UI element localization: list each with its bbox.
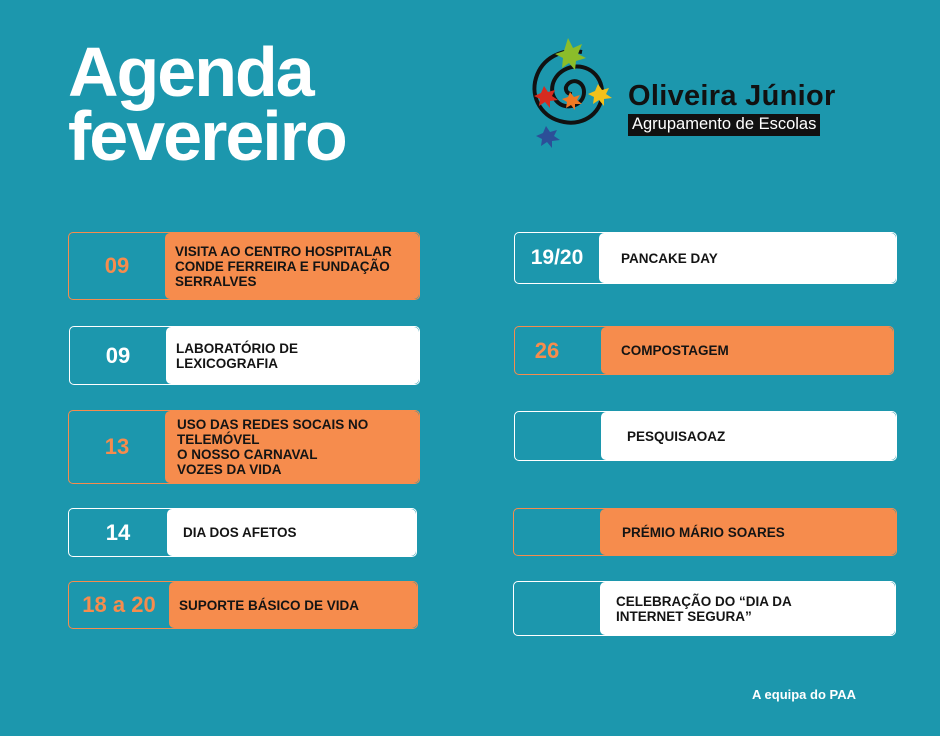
event-date: 09	[105, 342, 131, 368]
event-card	[68, 581, 418, 629]
logo-name: Oliveira Júnior	[628, 80, 836, 112]
event-label-line: PESQUISAOAZ	[627, 428, 726, 444]
event-label-line: PANCAKE DAY	[621, 250, 718, 266]
event-date: 09	[104, 253, 130, 278]
event-label-line: CONDE FERREIRA E FUNDAÇÃO	[175, 258, 390, 274]
event-label	[599, 233, 896, 283]
event-label	[165, 411, 419, 483]
event-label-line: DIA DOS AFETOS	[183, 525, 297, 540]
event-date: 13	[104, 434, 130, 459]
event-label	[166, 327, 419, 384]
event-card	[514, 232, 897, 284]
event-label-line: LEXICOGRAFIA	[176, 355, 279, 371]
event-label-line: CELEBRAÇÃO DO “DIA DA	[616, 593, 792, 609]
event-label-line: VOZES DA VIDA	[177, 462, 282, 477]
event-card	[68, 410, 420, 484]
title-line-2: fevereiro	[68, 97, 346, 175]
event-card	[513, 508, 897, 556]
event-label-line: INTERNET SEGURA”	[616, 608, 752, 624]
event-date: 26	[534, 337, 560, 363]
event-label	[600, 582, 895, 635]
event-label	[601, 327, 893, 374]
event-card	[513, 581, 896, 636]
event-date: 14	[105, 519, 131, 545]
event-card	[69, 326, 420, 385]
event-label-line: COMPOSTAGEM	[621, 343, 729, 358]
page-title	[68, 33, 346, 175]
event-card	[68, 508, 417, 557]
spiral-leaves-logo-icon	[520, 30, 630, 160]
event-label-line: TELEMÓVEL	[177, 432, 260, 447]
event-date	[514, 582, 600, 635]
event-label	[601, 412, 896, 460]
event-label	[600, 509, 896, 555]
event-card	[68, 232, 420, 300]
event-label-line: SERRALVES	[175, 273, 257, 289]
event-label	[165, 233, 419, 299]
event-label-line: O NOSSO CARNAVAL	[177, 447, 318, 462]
event-date	[514, 509, 600, 555]
event-label	[169, 582, 417, 628]
event-label	[167, 509, 416, 556]
footer-credit: A equipa do PAA	[752, 687, 856, 702]
event-label-line: USO DAS REDES SOCAIS NO	[177, 417, 369, 432]
event-card	[514, 411, 897, 461]
event-label-line: VISITA AO CENTRO HOSPITALAR	[175, 243, 392, 259]
event-card	[514, 326, 894, 375]
school-logo	[520, 30, 880, 160]
event-date: 18 a 20	[82, 592, 156, 617]
logo-subtitle: Agrupamento de Escolas	[628, 114, 820, 136]
event-date	[515, 412, 601, 460]
event-date: 19/20	[530, 246, 584, 269]
event-label-line: SUPORTE BÁSICO DE VIDA	[179, 597, 360, 613]
event-label-line: LABORATÓRIO DE	[176, 340, 298, 356]
title-line-1: Agenda	[68, 33, 313, 111]
event-label-line: PRÉMIO MÁRIO SOARES	[622, 524, 785, 540]
